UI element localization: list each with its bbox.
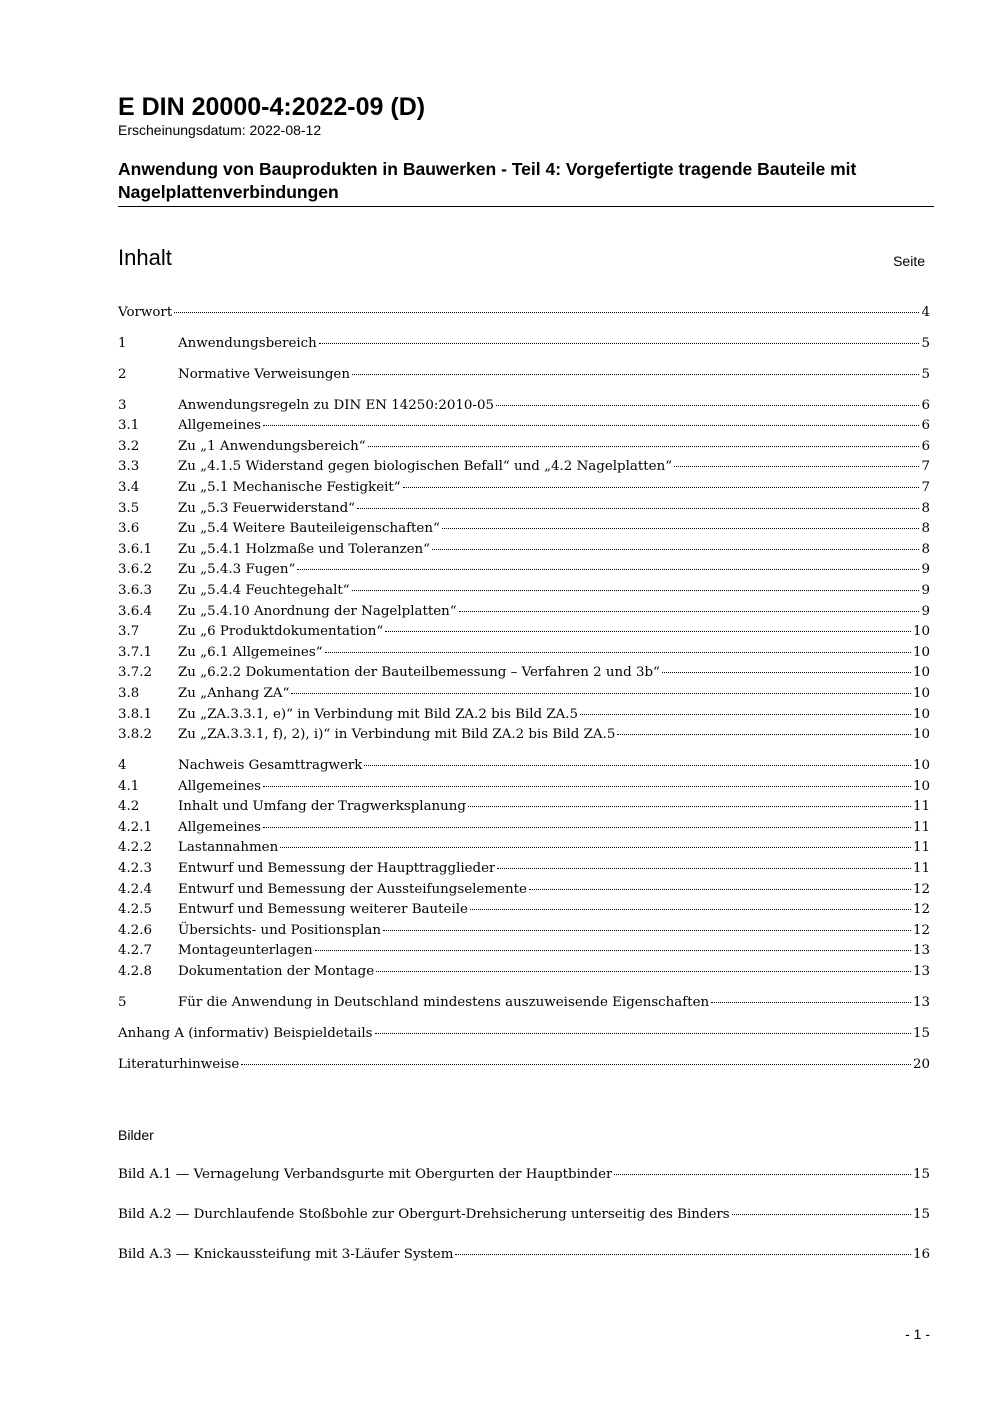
dot-leader [352,589,920,591]
dot-leader [529,888,911,890]
toc-entry-title: Vorwort [118,305,173,320]
toc-entry-title: Nachweis Gesamttragwerk [178,758,363,774]
toc-entry-number: 3.2 [118,438,140,454]
figure-entry-title: Bild A.3 — Knickaussteifung mit 3-Läufer System [118,1247,454,1263]
dot-leader [263,826,911,828]
toc-entry-title: Zu „6 Produktdokumentation“ [178,624,384,640]
list-of-figures [118,1165,930,1286]
toc-entry[interactable] [118,993,930,1014]
toc-entry-number: 3 [118,397,127,413]
dot-leader [315,949,911,951]
dot-leader [385,630,911,632]
toc-entry[interactable] [118,396,930,417]
toc-entry-title: Zu „ZA.3.3.1, f), 2), i)“ in Verbindung mit Bild ZA.2 bis Bild ZA.5 [178,727,616,743]
figure-entry[interactable] [118,1245,930,1266]
toc-entry-page: 10 [912,706,930,722]
toc-entry[interactable] [118,1055,930,1076]
figure-entry[interactable] [118,1165,930,1186]
toc-entry-number: 3.3 [118,459,140,475]
toc-entry-page: 10 [912,665,930,681]
toc-entry-number: 3.6 [118,521,140,537]
toc-entry-title: Literaturhinweise [118,1056,240,1072]
toc-entry-number: 3.7 [118,624,140,640]
dot-leader [263,424,919,426]
toc-entry-page: 12 [912,922,930,938]
dot-leader [263,785,911,787]
dot-leader [174,311,919,313]
toc-entry-title: Für die Anwendung in Deutschland mindestens auszuweisende Eigenschaften [178,994,710,1010]
toc-entry-number: 4 [118,758,127,774]
toc-entry-number: 4.2.6 [118,922,153,938]
toc-entry-title: Inhalt und Umfang der Tragwerksplanung [178,799,466,815]
dot-leader [617,733,911,735]
toc-entry-title: Zu „5.4 Weitere Bauteileigenschaften“ [178,521,440,537]
toc-entry-title: Anwendungsregeln zu DIN EN 14250:2010-05 [178,397,494,413]
toc-entry-title: Entwurf und Bemessung der Haupttragglieder [178,861,496,877]
toc-entry-page: 10 [912,685,930,701]
toc-entry-title: Zu „5.4.3 Fugen“ [178,562,296,578]
toc-entry-page: 7 [921,480,930,496]
toc-entry-page: 5 [921,335,930,351]
dot-leader [352,373,920,375]
toc-heading: Inhalt [118,245,172,270]
toc-entry[interactable] [118,334,930,355]
toc-entry-title: Zu „Anhang ZA“ [178,685,290,701]
toc-entry[interactable] [118,880,930,901]
toc-entry[interactable] [118,457,930,478]
toc-entry-number: 4.2.3 [118,861,153,877]
toc-entry-title: Anhang A (informativ) Beispieldetails [118,1025,373,1041]
toc-entry-title: Zu „5.3 Feuerwiderstand“ [178,500,356,516]
toc-entry[interactable] [118,602,930,623]
toc-entry-page: 20 [912,1056,930,1072]
toc-entry-title: Montageunterlagen [178,943,313,959]
toc-entry[interactable] [118,777,930,798]
toc-entry-title: Allgemeines [178,778,262,794]
toc-entry-page: 11 [912,840,930,856]
toc-entry-page: 7 [921,459,930,475]
dot-leader [468,805,911,807]
dot-leader [364,764,911,766]
toc-entry-number: 5 [118,994,127,1010]
page-number: - 1 - [905,1326,930,1342]
toc-entry[interactable] [118,941,930,962]
toc-entry-title: Zu „6.1 Allgemeines“ [178,644,323,660]
toc-entry[interactable] [118,725,930,746]
dot-leader [580,713,911,715]
toc-entry-number: 3.6.3 [118,583,153,599]
toc-entry-page: 15 [912,1025,930,1041]
toc-entry-title: Zu „5.1 Mechanische Festigkeit“ [178,480,401,496]
toc-entry-number: 3.7.1 [118,644,153,660]
dot-leader [376,970,911,972]
toc-entry-title: Zu „5.4.4 Feuchtegehalt“ [178,583,350,599]
toc-entry-page: 11 [912,819,930,835]
toc-entry-title: Entwurf und Bemessung der Aussteifungselemente [178,881,527,897]
toc-entry-page: 11 [912,861,930,877]
dot-leader [368,445,920,447]
toc-entry-number: 4.1 [118,778,140,794]
toc-entry-number: 3.1 [118,418,140,434]
toc-entry[interactable] [118,838,930,859]
toc-entry-title: Allgemeines [178,819,262,835]
table-of-contents [118,303,930,1075]
dot-leader [459,610,920,612]
toc-entry-title: Allgemeines [178,418,262,434]
toc-entry[interactable] [118,581,930,602]
toc-entry[interactable] [118,303,930,324]
dot-leader [614,1173,911,1175]
toc-entry-number: 3.7.2 [118,665,153,681]
dot-leader [403,486,920,488]
toc-entry-number: 4.2.7 [118,943,153,959]
dot-leader [297,568,919,570]
dot-leader [291,692,911,694]
figure-entry-title: Bild A.1 — Vernagelung Verbandsgurte mit Obergurten der Hauptbinder [118,1167,613,1182]
toc-entry-title: Übersichts- und Positionsplan [178,922,381,938]
dot-leader [241,1063,911,1065]
toc-entry-page: 12 [912,902,930,918]
toc-entry-page: 9 [921,562,930,578]
toc-entry-page: 6 [921,397,930,413]
toc-entry-page: 10 [912,644,930,660]
toc-entry-page: 5 [921,366,930,382]
dot-leader [674,465,919,467]
toc-entry-title: Lastannahmen [178,840,279,856]
toc-entry[interactable] [118,684,930,705]
toc-entry-page: 8 [921,541,930,557]
toc-entry-number: 2 [118,366,127,382]
toc-entry[interactable] [118,663,930,684]
dot-leader [432,548,919,550]
toc-entry-number: 3.4 [118,480,140,496]
dot-leader [455,1253,911,1255]
toc-entry-page: 6 [921,418,930,434]
toc-entry[interactable] [118,705,930,726]
dot-leader [325,651,911,653]
toc-entry-title: Zu „1 Anwendungsbereich“ [178,438,366,454]
figure-entry-title: Bild A.2 — Durchlaufende Stoßbohle zur Obergurt-Drehsicherung unterseitig des Binders [118,1207,730,1223]
toc-entry[interactable] [118,499,930,520]
toc-entry-title: Zu „ZA.3.3.1, e)“ in Verbindung mit Bild ZA.2 bis Bild ZA.5 [178,706,579,722]
toc-entry-number: 4.2.5 [118,902,153,918]
toc-entry-page: 13 [912,994,930,1010]
toc-entry-title: Zu „5.4.10 Anordnung der Nagelplatten“ [178,603,457,619]
dot-leader [496,404,919,406]
figure-entry[interactable] [118,1205,930,1226]
document-header [118,92,934,139]
toc-entry-title: Zu „6.2.2 Dokumentation der Bauteilbemessung – Verfahren 2 und 3b“ [178,665,660,681]
toc-entry-number: 3.6.2 [118,562,153,578]
toc-entry-number: 3.8.1 [118,706,153,722]
toc-entry-page: 9 [921,583,930,599]
toc-entry[interactable] [118,622,930,643]
toc-entry-number: 4.2 [118,799,140,815]
dot-leader [497,867,911,869]
toc-entry-page: 10 [912,778,930,794]
toc-entry[interactable] [118,818,930,839]
dot-leader [442,527,920,529]
toc-entry-title: Anwendungsbereich [178,335,317,351]
toc-entry[interactable] [118,962,930,983]
toc-entry-page: 8 [921,500,930,516]
toc-entry-number: 4.2.4 [118,881,153,897]
toc-entry-number: 3.6.1 [118,541,153,557]
toc-entry-page: 13 [912,943,930,959]
figures-heading: Bilder [118,1127,154,1143]
dot-leader [662,671,911,673]
toc-entry-page: 10 [912,624,930,640]
toc-entry-number: 4.2.2 [118,840,153,856]
toc-entry[interactable] [118,437,930,458]
toc-entry-page: 13 [912,964,930,979]
dot-leader [711,1001,911,1003]
document-subtitle: Anwendung von Bauprodukten in Bauwerken - Teil 4: Vorgefertigte tragende Bauteile mit Nagelplattenverbindungen [118,159,857,202]
toc-entry-page: 6 [921,438,930,454]
figure-entry-page: 16 [912,1247,930,1263]
header-divider [118,206,934,207]
document-title: E DIN 20000-4:2022-09 (D) [118,93,426,121]
toc-entry-number: 1 [118,335,127,351]
dot-leader [319,342,920,344]
toc-entry-number: 3.5 [118,500,140,516]
toc-entry[interactable] [118,365,930,386]
dot-leader [470,908,911,910]
toc-entry-page: 10 [912,758,930,774]
toc-entry[interactable] [118,756,930,777]
dot-leader [732,1213,911,1215]
toc-entry-page: 11 [912,799,930,815]
toc-entry-title: Normative Verweisungen [178,366,350,382]
figure-entry-page: 15 [912,1167,930,1182]
toc-entry[interactable] [118,900,930,921]
toc-entry-page: 12 [912,881,930,897]
toc-entry-title: Dokumentation der Montage [178,964,375,979]
toc-entry-number: 4.2.1 [118,819,153,835]
toc-entry-page: 8 [921,521,930,537]
toc-entry-page: 10 [912,727,930,743]
toc-entry[interactable] [118,859,930,880]
toc-entry[interactable] [118,519,930,540]
toc-entry-number: 4.2.8 [118,964,153,979]
toc-entry-number: 3.8.2 [118,727,153,743]
toc-entry-number: 3.6.4 [118,603,153,619]
toc-entry[interactable] [118,560,930,581]
toc-entry[interactable] [118,921,930,942]
dot-leader [280,846,911,848]
toc-entry-page: 4 [921,305,930,320]
toc-entry-title: Entwurf und Bemessung weiterer Bauteile [178,902,468,918]
toc-entry-title: Zu „5.4.1 Holzmaße und Toleranzen“ [178,541,431,557]
toc-entry[interactable] [118,797,930,818]
toc-entry-page: 9 [921,603,930,619]
toc-entry[interactable] [118,540,930,561]
publication-date: Erscheinungsdatum: 2022-08-12 [118,122,322,138]
dot-leader [375,1032,911,1034]
toc-entry[interactable] [118,1024,930,1045]
toc-page-label: Seite [893,253,925,269]
dot-leader [383,929,911,931]
toc-entry[interactable] [118,416,930,437]
toc-entry-title: Zu „4.1.5 Widerstand gegen biologischen Befall“ und „4.2 Nagelplatten“ [178,459,673,475]
toc-entry[interactable] [118,478,930,499]
dot-leader [357,507,919,509]
toc-entry[interactable] [118,643,930,664]
toc-entry-number: 3.8 [118,685,140,701]
figure-entry-page: 15 [912,1207,930,1223]
